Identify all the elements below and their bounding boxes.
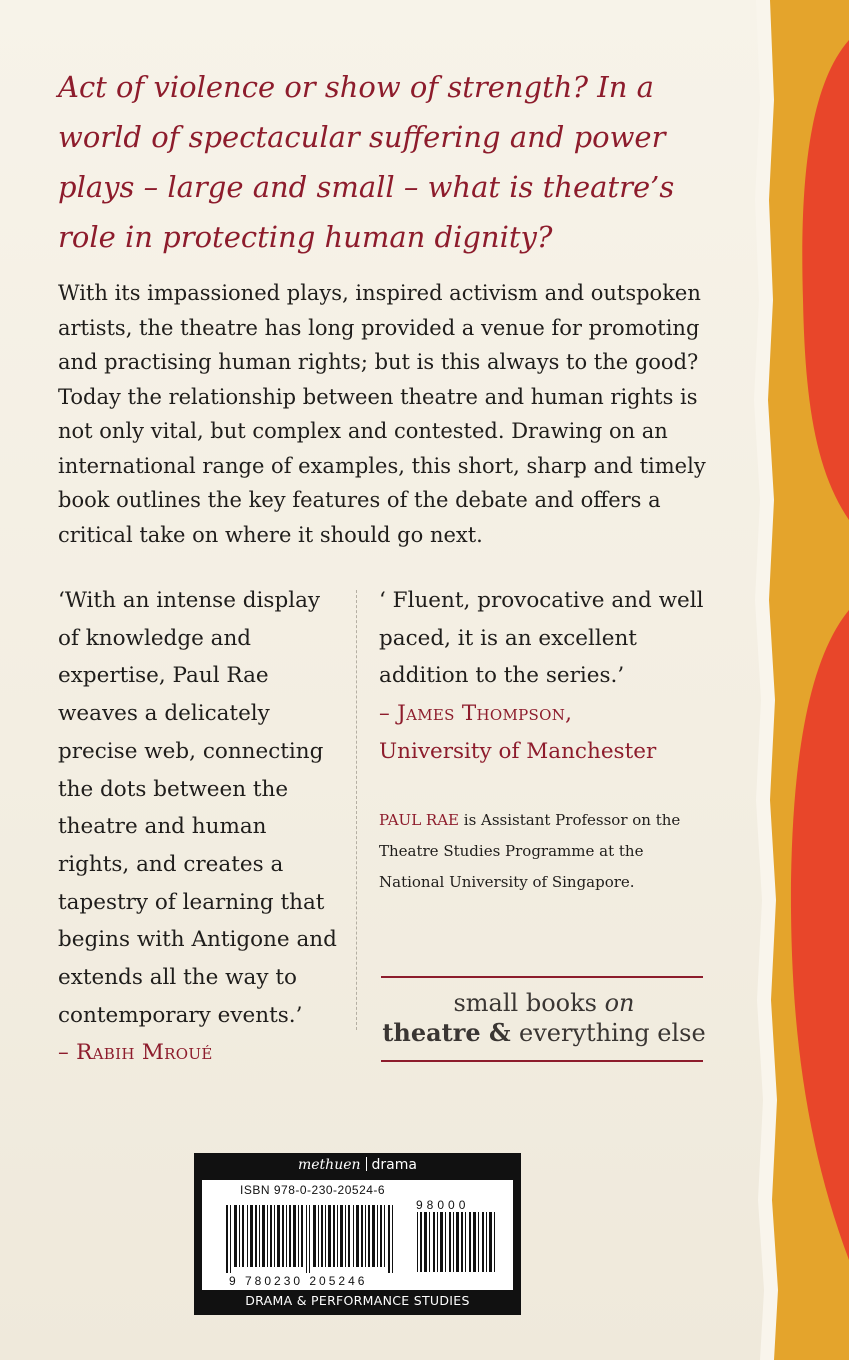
review-quote-left <box>58 582 343 1072</box>
author-bio <box>379 805 709 898</box>
quote-attribution: – Rabih Mroué <box>58 1040 213 1066</box>
isbn-text: ISBN 978-0-230-20524-6 <box>240 1183 386 1197</box>
series-text-bold: theatre & <box>382 1018 520 1047</box>
ean-text: 9 780230 205246 <box>229 1274 368 1288</box>
series-text: everything else <box>519 1019 706 1047</box>
quote-attribution: – James Thompson, <box>379 701 573 727</box>
quote-institution: University of Manchester <box>379 738 657 764</box>
publisher-imprint: methuen <box>298 1157 361 1173</box>
barcode-panel <box>194 1153 521 1315</box>
quote-text: ‘With an intense display of knowledge and expertise, Paul Rae weaves a delicately precise web, connecting the dots between the theatre and human rights, and creates a tapestry of learning that begins with Antigone and extends all the way to contemporary events.’ <box>58 588 337 1028</box>
series-logo <box>374 988 714 1048</box>
tagline: Act of violence or show of strength? In a world of spectacular suffering and power plays – large and small – what is theatre’s role in protecting human dignity? <box>58 70 675 254</box>
barcode-addon-bars <box>417 1212 499 1272</box>
barcode-addon-text: 98000 <box>416 1198 470 1212</box>
author-bio-text: is Assistant Professor on the Theatre Studies Programme at the National University of Singapore. <box>379 811 681 891</box>
review-quote-right <box>379 582 709 771</box>
publisher-separator <box>366 1157 367 1171</box>
series-text-italic: on <box>604 989 635 1017</box>
series-text: small books <box>453 989 605 1017</box>
barcode <box>202 1180 513 1290</box>
category-label: DRAMA & PERFORMANCE STUDIES <box>245 1293 470 1308</box>
series-line-1 <box>374 988 714 1018</box>
quote-text: ‘ Fluent, provocative and well paced, it is an excellent addition to the series.’ <box>379 588 704 689</box>
blurb: With its impassioned plays, inspired activism and outspoken artists, the theatre has long provided a venue for promoting and practising human rights; but is this always to the good? Today the relationship between theatre and human rights is not only vital, but complex and contested. Drawing on an international range of examples, this short, sharp and timely book outlines the key features of the debate and offers a critical take on where it should go next. <box>58 281 706 547</box>
column-divider <box>356 590 357 1030</box>
series-rule-top <box>381 976 703 978</box>
publisher-division: drama <box>371 1157 417 1173</box>
series-rule-bottom <box>381 1060 703 1062</box>
publisher-logo <box>194 1157 521 1179</box>
series-line-2 <box>374 1018 714 1048</box>
author-name: PAUL RAE <box>379 811 459 829</box>
barcode-bars <box>226 1205 394 1273</box>
